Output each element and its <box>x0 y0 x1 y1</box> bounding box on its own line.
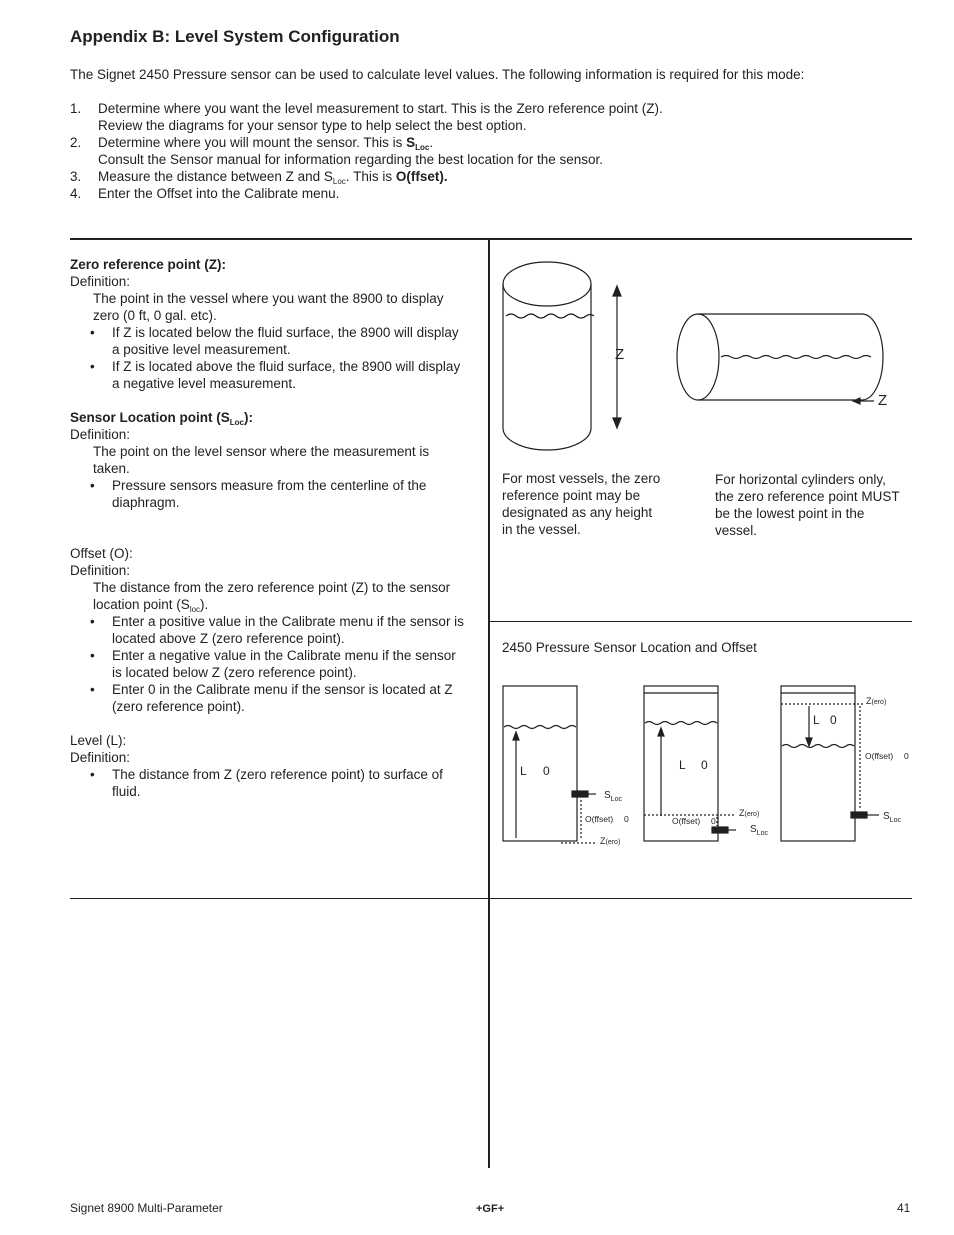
step-number: 1. <box>70 101 82 116</box>
offset-label: O(ffset) <box>585 814 614 824</box>
page-number: 41 <box>897 1201 911 1215</box>
definitions-column <box>70 256 482 800</box>
step-text: Enter the Offset into the Calibrate menu. <box>98 186 340 201</box>
zero-label: Z(ero) <box>600 836 621 846</box>
sloc-label: $S_{Loc}$ <box>750 824 768 837</box>
step-2 <box>70 134 890 168</box>
sloc-label: $S_{Loc}$ <box>604 790 622 803</box>
level-label: L <box>679 758 686 772</box>
offset-label: O(ffset) <box>672 816 701 826</box>
list-item: • Enter a positive value in the Calibrate menu if the sensor is located above Z (zero reference point). <box>90 614 464 646</box>
zero-label: Z(ero) <box>739 808 760 818</box>
level-value: 0 <box>543 764 550 778</box>
diagram-divider <box>489 621 912 622</box>
step-text: Measure the distance between Z and $S_{Loc}$. This is O(ffset). <box>98 169 448 186</box>
list-item: • Enter a negative value in the Calibrate menu if the sensor is located below Z (zero reference point). <box>90 648 456 680</box>
definition-text: location point $(S_{loc})$. <box>93 597 209 614</box>
step-1 <box>70 100 890 134</box>
steps-list <box>70 100 890 202</box>
sensor-icon <box>712 827 728 833</box>
list-item: • If Z is located above the fluid surface, the 8900 will display a negative level measurement. <box>90 359 461 391</box>
definition-text: zero (0 ft, 0 gal. etc). <box>93 308 217 323</box>
step-number: 3. <box>70 169 82 184</box>
level-heading: Level (L): <box>70 733 127 748</box>
level-label: L <box>520 764 527 778</box>
sensor-icon <box>851 812 867 818</box>
sloc-label: $S_{Loc}$ <box>883 811 901 824</box>
intro-text: The Signet 2450 Pressure sensor can be used to calculate level values. The following information is required for this mode: <box>70 67 805 82</box>
level-value: 0 <box>830 713 837 727</box>
step-text: Consult the Sensor manual for information regarding the best location for the sensor. <box>98 152 604 167</box>
fluid-surface <box>782 745 854 748</box>
step-text: Determine where you want the level measurement to start. This is the Zero reference point (Z). <box>98 101 663 116</box>
list-item: • Enter 0 in the Calibrate menu if the sensor is located at Z (zero reference point). <box>90 682 453 714</box>
zero-heading: Zero reference point (Z): <box>70 257 227 272</box>
tank-1 <box>503 686 577 841</box>
definition-label: Definition: <box>70 750 131 765</box>
fluid-surface <box>506 314 594 318</box>
definition-text: The distance from the zero reference point (Z) to the sensor <box>93 580 451 595</box>
sensor-icon <box>572 791 588 797</box>
offset-heading: Offset (O): <box>70 546 133 561</box>
step-text: Review the diagrams for your sensor type to help select the best option. <box>98 118 527 133</box>
page-title: Appendix B: Level System Configuration <box>70 27 400 46</box>
fluid-surface <box>645 722 717 725</box>
horizontal-vessel-far-end <box>862 314 883 400</box>
vessel-diagram <box>490 250 910 460</box>
level-label: L <box>813 713 820 727</box>
offset-label: O(ffset) <box>865 751 894 761</box>
step-text: Determine where you will mount the sensor. This is $S_{Loc}$. <box>98 135 434 152</box>
z-label-vertical: Z <box>615 346 625 363</box>
step-4 <box>70 185 890 202</box>
definition-label: Definition: <box>70 427 131 442</box>
fluid-surface <box>504 726 576 729</box>
footer-title: Signet 8900 Multi-Parameter <box>70 1201 223 1215</box>
caption-horizontal: For horizontal cylinders only, the zero reference point MUST be the lowest point in the vessel. <box>715 472 900 538</box>
definition-text: taken. <box>93 461 130 476</box>
horizontal-vessel-end <box>677 314 719 400</box>
step-3 <box>70 168 890 185</box>
caption-vertical: For most vessels, the zero reference point may be designated as any height in the vessel. <box>502 471 661 537</box>
offset-value: 0 <box>711 816 716 826</box>
definition-label: Definition: <box>70 274 131 289</box>
z-label-horizontal: Z <box>878 392 888 409</box>
gf-logo: +GF+ <box>476 1203 505 1215</box>
definition-label: Definition: <box>70 563 131 578</box>
vertical-vessel-top <box>503 262 591 306</box>
tank-3 <box>781 686 855 841</box>
definition-text: The point in the vessel where you want the 8900 to display <box>93 291 444 306</box>
diagram2-title: 2450 Pressure Sensor Location and Offset <box>502 640 757 655</box>
top-rule <box>70 238 912 240</box>
offset-value: 0 <box>904 751 909 761</box>
level-value: 0 <box>701 758 708 772</box>
fluid-surface <box>721 356 871 359</box>
step-number: 2. <box>70 135 82 150</box>
list-item: • If Z is located below the fluid surface, the 8900 will display a positive level measurement. <box>90 325 459 357</box>
definition-text: The point on the level sensor where the measurement is <box>93 444 430 459</box>
vertical-vessel-body <box>503 284 591 450</box>
zero-label: Z(ero) <box>866 696 887 706</box>
sensor-offset-diagram <box>495 680 915 855</box>
sensor-heading: Sensor Location point $(S_{Loc})$: <box>70 410 253 427</box>
step-number: 4. <box>70 186 82 201</box>
bottom-rule <box>70 898 912 899</box>
offset-value: 0 <box>624 814 629 824</box>
list-item: • The distance from Z (zero reference point) to surface of fluid. <box>90 767 443 799</box>
list-item: • Pressure sensors measure from the centerline of the diaphragm. <box>90 478 427 510</box>
